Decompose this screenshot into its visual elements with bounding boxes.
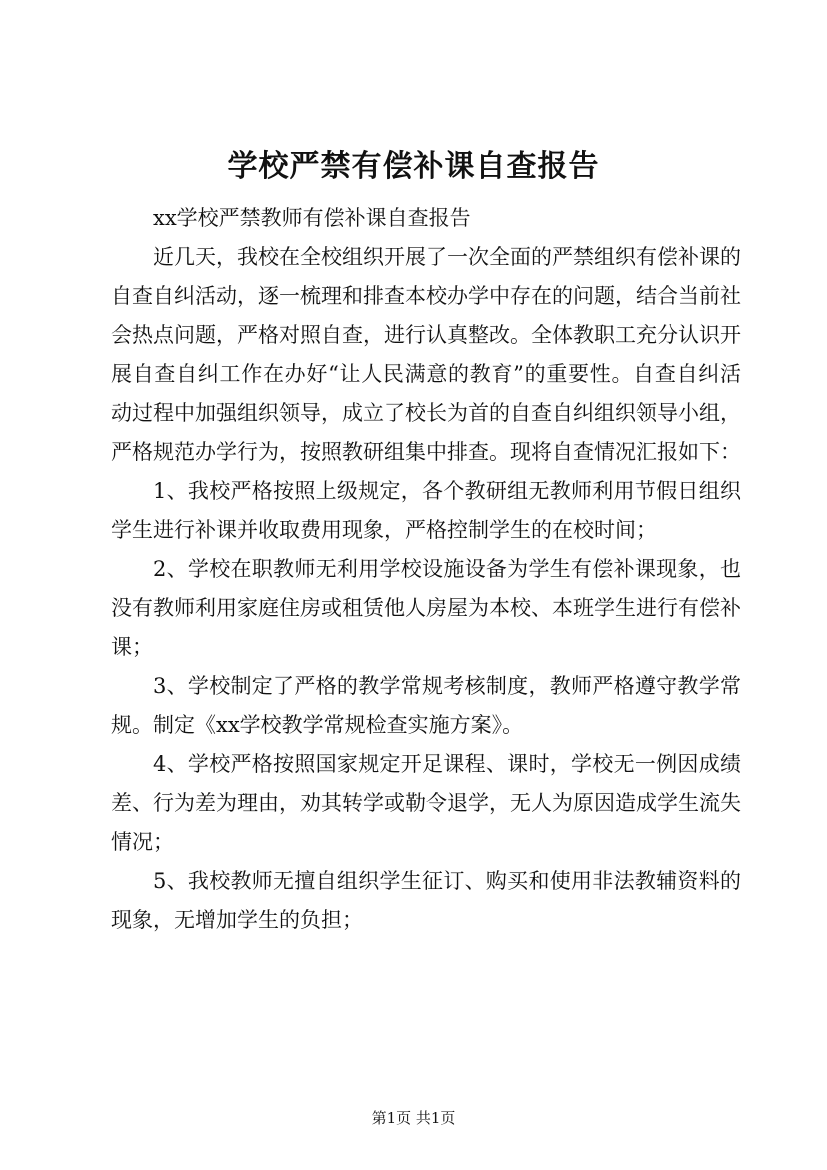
paragraph-subtitle: xx学校严禁教师有偿补课自查报告 [153, 206, 471, 230]
paragraph-item-4: 4、学校严格按照国家规定开足课程、课时，学校无一例因成绩差、行为差为理由，劝其转学或勒令退学，无人为原因造成学生流失情况； [111, 752, 741, 854]
paragraph-item-2: 2、学校在职教师无利用学校设施设备为学生有偿补课现象，也没有教师利用家庭住房或租赁他人房屋为本校、本班学生进行有偿补课； [111, 557, 741, 659]
paragraph-item-1: 1、我校严格按照上级规定，各个教研组无教师利用节假日组织学生进行补课并收取费用现象，严格控制学生的在校时间； [111, 479, 741, 542]
page-footer: 第1页 共1页 [371, 1109, 456, 1127]
document-body [111, 199, 741, 940]
paragraph-intro: 近几天，我校在全校组织开展了一次全面的严禁组织有偿补课的自查自纠活动，逐一梳理和排查本校办学中存在的问题，结合当前社会热点问题，严格对照自查，进行认真整改。全体教职工充分认识开展自查自纠工作在办好“让人民满意的教育”的重要性。自查自纠活动过程中加强组织领导，成立了校长为首的自查自纠组织领导小组，严格规范办学行为，按照教研组集中排查。现将自查情况汇报如下： [111, 245, 741, 464]
paragraph-item-5: 5、我校教师无擅自组织学生征订、购买和使用非法教辅资料的现象，无增加学生的负担； [111, 869, 741, 932]
paragraph-item-3: 3、学校制定了严格的教学常规考核制度，教师严格遵守教学常规。制定《xx学校教学常规检查实施方案》。 [111, 674, 741, 737]
document-title: 学校严禁有偿补课自查报告 [227, 149, 600, 184]
